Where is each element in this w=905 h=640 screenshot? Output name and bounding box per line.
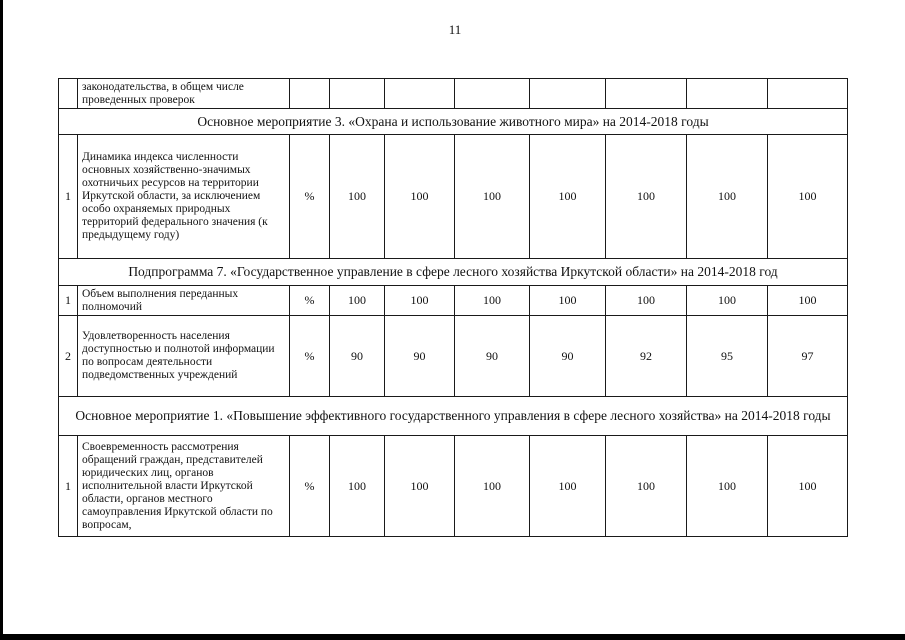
row-number-cell: 2 [59, 316, 78, 397]
value-cell [330, 79, 385, 109]
value-cell: 100 [687, 436, 768, 537]
value-cell: 100 [606, 135, 687, 259]
value-cell: 100 [385, 135, 455, 259]
value-cell: 90 [455, 316, 530, 397]
value-cell: 100 [530, 135, 606, 259]
table-row [59, 79, 848, 109]
unit-cell: % [290, 436, 330, 537]
value-cell: 100 [330, 436, 385, 537]
value-cell: 90 [385, 316, 455, 397]
value-cell: 100 [455, 286, 530, 316]
value-cell: 100 [530, 436, 606, 537]
indicator-name-cell: Динамика индекса численности основных хозяйственно-значимых охотничьих ресурсов на территории Иркутской области, за исключением особо охраняемых природных территорий федерального значения (к предыдущему году) [78, 135, 290, 259]
row-number-cell: 1 [59, 286, 78, 316]
row-number-cell: 1 [59, 436, 78, 537]
value-cell: 100 [385, 436, 455, 537]
value-cell: 100 [530, 286, 606, 316]
indicators-table [58, 78, 848, 537]
value-cell: 97 [768, 316, 848, 397]
section-heading-row [59, 259, 848, 286]
value-cell: 95 [687, 316, 768, 397]
unit-cell: % [290, 286, 330, 316]
indicator-name-cell: Удовлетворенность населения доступностью и полнотой информации по вопросам деятельности подведомственных учреждений [78, 316, 290, 397]
section-heading: Основное мероприятие 1. «Повышение эффективного государственного управления в сфере лесного хозяйства» на 2014-2018 годы [59, 397, 848, 436]
scan-edge-left [0, 0, 3, 640]
table-row [59, 286, 848, 316]
value-cell: 100 [455, 135, 530, 259]
value-cell: 100 [687, 286, 768, 316]
value-cell: 90 [330, 316, 385, 397]
value-cell: 100 [330, 135, 385, 259]
table-row [59, 135, 848, 259]
section-heading: Основное мероприятие 3. «Охрана и использование животного мира» на 2014-2018 годы [59, 109, 848, 135]
indicator-name-cell: Своевременность рассмотрения обращений граждан, представителей юридических лиц, органов исполнительной власти Иркутской области, органов местного самоуправления Иркутской области по вопросам, [78, 436, 290, 537]
value-cell: 100 [768, 135, 848, 259]
value-cell: 100 [768, 286, 848, 316]
value-cell: 92 [606, 316, 687, 397]
value-cell [687, 79, 768, 109]
section-heading: Подпрограмма 7. «Государственное управление в сфере лесного хозяйства Иркутской области» на 2014-2018 год [59, 259, 848, 286]
value-cell: 90 [530, 316, 606, 397]
value-cell [530, 79, 606, 109]
section-heading-row [59, 109, 848, 135]
value-cell: 100 [768, 436, 848, 537]
unit-cell: % [290, 316, 330, 397]
value-cell: 100 [385, 286, 455, 316]
row-number-cell [59, 79, 78, 109]
value-cell: 100 [330, 286, 385, 316]
section-heading-row [59, 397, 848, 436]
row-number-cell: 1 [59, 135, 78, 259]
value-cell [768, 79, 848, 109]
value-cell: 100 [455, 436, 530, 537]
value-cell [606, 79, 687, 109]
value-cell: 100 [687, 135, 768, 259]
unit-cell [290, 79, 330, 109]
table-row [59, 436, 848, 537]
indicator-name-cell: Объем выполнения переданных полномочий [78, 286, 290, 316]
unit-cell: % [290, 135, 330, 259]
value-cell [455, 79, 530, 109]
page-number: 11 [448, 22, 462, 37]
value-cell: 100 [606, 436, 687, 537]
table-row [59, 316, 848, 397]
scan-edge-bottom [0, 634, 905, 640]
value-cell [385, 79, 455, 109]
indicator-name-cell: законодательства, в общем числе проведенных проверок [78, 79, 290, 109]
value-cell: 100 [606, 286, 687, 316]
